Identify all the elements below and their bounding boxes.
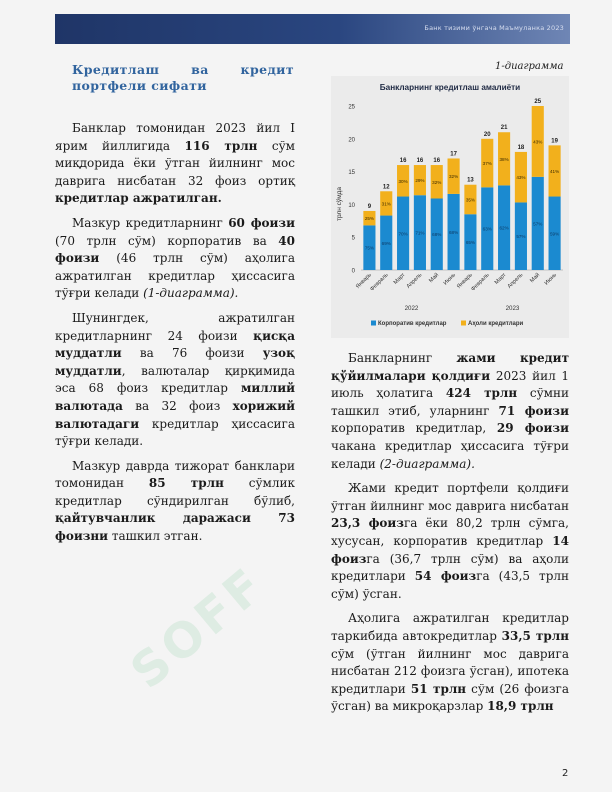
x-tick-label: Февраль [470, 272, 491, 293]
text-run: га ёки 80,2 трлн сўмга, хусусан, корпоратив кредитлар [331, 516, 569, 548]
data-label-household: 43% [516, 175, 526, 181]
chart-title: Банкларнинг кредитлаш амалиёти [379, 83, 521, 92]
x-tick-label: Июнь [543, 272, 558, 287]
y-tick-label: 25 [348, 104, 355, 111]
bold-text: 116 трлн [184, 138, 258, 153]
data-label-household: 32% [448, 174, 459, 180]
data-label-household: 38% [499, 156, 509, 162]
page-number: 2 [562, 768, 569, 779]
y-tick-label: 0 [351, 268, 355, 275]
data-label-household: 43% [533, 139, 543, 145]
total-label: 21 [500, 125, 508, 132]
text-run: сўмни ташкил этиб, уларнинг [331, 386, 569, 418]
total-label: 19 [551, 138, 558, 145]
data-label-corporate: 71% [415, 230, 425, 236]
text-run: кредитлар ҳиссасига тўғри келади. [55, 416, 295, 449]
text-run: сўмлик кредитлар сўндирилган бўлиб, [55, 476, 295, 508]
bold-text: жами кредит қўйилмалари қолдиғи [331, 351, 570, 383]
text-run: сўм (ўтган йилнинг мос даврига нисбатан 212 фоизга ўсган), ипотека кредитлари [331, 646, 569, 696]
text-run: Мазкур даврда тижорат банклари томонидан [55, 458, 295, 491]
bold-text: қайтувчанлик даражаси 73 фоизни [55, 511, 295, 544]
paragraph [55, 215, 295, 303]
paragraph [55, 310, 295, 451]
legend-label: Корпоратив кредитлар [378, 321, 447, 327]
data-label-corporate: 59% [549, 231, 560, 237]
y-tick-label: 10 [348, 202, 355, 209]
bold-text: 60 фоизи [228, 215, 295, 230]
text-run: Аҳолига ажратилган кредитлар таркибида автокредитлар [331, 611, 569, 643]
paragraph [331, 610, 569, 716]
x-tick-label: Май [428, 272, 441, 285]
data-label-corporate: 68% [448, 229, 459, 235]
data-label-household: 25% [364, 216, 375, 222]
bold-text: миллий валютада [55, 381, 295, 413]
bold-text: хорижий валютадаги [55, 398, 295, 431]
data-label-household: 30% [398, 178, 408, 184]
text-run: га (36,7 трлн сўм) ва аҳоли кредитлари [331, 551, 569, 584]
data-label-corporate: 57% [516, 234, 526, 240]
legend-label: Аҳоли кредитлари [468, 321, 524, 327]
paragraph [331, 480, 569, 603]
data-label-household: 35% [465, 197, 476, 203]
bold-text: 51 трлн [410, 681, 467, 696]
legend-swatch [371, 321, 376, 326]
bold-text: 23,3 фоиз [331, 516, 404, 531]
chart [331, 76, 569, 338]
total-label: 16 [416, 158, 424, 165]
total-label: 17 [450, 151, 457, 158]
y-tick-label: 5 [351, 235, 355, 242]
bold-text: 424 трлн [445, 386, 518, 401]
data-label-household: 41% [549, 168, 560, 174]
bold-text: 33,5 трлн [501, 628, 569, 643]
text-run: , валюталар қирқимида эса 68 фоиз кредитлар [55, 363, 295, 396]
text-run: Банклар томонидан 2023 йил I ярим йиллигида [55, 121, 295, 153]
italic-text: (1-диаграмма). [143, 286, 239, 301]
total-label: 16 [433, 158, 441, 165]
x-tick-label: Январь [355, 272, 373, 290]
y-tick-label: 20 [348, 137, 355, 144]
text-run: чакана кредитлар ҳиссасига тўғри келади [331, 438, 569, 471]
bold-text: 14 фоиз [331, 533, 569, 566]
x-tick-label: Январь [456, 272, 474, 290]
paragraph [331, 350, 569, 473]
x-tick-label: Апрель [405, 272, 424, 290]
text-run: ташкил этган. [108, 529, 203, 544]
total-label: 18 [517, 144, 525, 151]
text-run: Банкларнинг [348, 351, 457, 365]
text-run: ва 76 фоизи [121, 346, 263, 361]
x-tick-label: Март [493, 272, 508, 286]
data-label-corporate: 68% [432, 232, 442, 238]
bold-text: 54 фоиз [414, 569, 477, 584]
bold-text: узоқ муддатли [55, 346, 295, 378]
total-label: 16 [399, 158, 407, 165]
data-label-corporate: 70% [398, 231, 408, 237]
text-run: сўм (26 фоизга ўсган) ва микроқарзлар [331, 681, 569, 714]
x-tick-label: Март [392, 272, 407, 286]
legend-swatch [461, 321, 466, 326]
text-run: (46 трлн сўм) аҳолига ажратилган кредитлар ҳиссасига тўғри келади [55, 251, 295, 301]
year-group-label: 2023 [505, 305, 520, 312]
right-column [331, 350, 569, 723]
text-run: (70 трлн сўм) корпоратив ва [55, 233, 279, 248]
text-run: Мазкур кредитларнинг [72, 215, 229, 230]
data-label-corporate: 65% [465, 240, 476, 246]
text-run: 2023 йил 1 июль ҳолатига [331, 368, 569, 401]
paragraph [55, 120, 295, 208]
total-label: 25 [534, 99, 542, 105]
year-group-label: 2022 [404, 305, 419, 312]
x-tick-label: Февраль [369, 272, 390, 293]
data-label-corporate: 69% [381, 240, 391, 246]
data-label-household: 29% [415, 178, 425, 184]
text-run: Шунингдек, ажратилган кредитларнинг 24 фоизи [55, 310, 295, 343]
section-title: Кредитлаш ва кредит портфели сифати [72, 62, 294, 93]
y-tick-label: 15 [348, 170, 355, 177]
text-run: га (43,5 трлн сўм) ўсган. [331, 569, 569, 601]
text-run: ва 32 фоиз [122, 398, 233, 413]
bold-text: 71 фоизи [498, 403, 569, 418]
bold-text: кредитлар ажратилган. [55, 191, 222, 206]
total-label: 13 [467, 177, 474, 184]
paragraph [55, 458, 295, 546]
data-label-household: 37% [482, 161, 492, 167]
data-label-household: 32% [432, 179, 442, 185]
header-band [55, 14, 570, 44]
watermark-logo: SOFF [120, 556, 277, 700]
data-label-corporate: 57% [533, 221, 543, 227]
x-tick-label: Май [529, 272, 542, 285]
total-label: 20 [483, 131, 491, 138]
total-label: 9 [367, 203, 372, 210]
bold-text: 29 фоизи [496, 421, 569, 436]
bold-text: 40 фоизи [55, 233, 295, 266]
italic-text: (2-диаграмма). [379, 456, 475, 471]
chart-svg [331, 76, 569, 338]
data-label-corporate: 63% [482, 226, 492, 232]
data-label-household: 31% [381, 201, 391, 207]
bold-text: 18,9 трлн [487, 699, 554, 714]
data-label-corporate: 62% [499, 225, 509, 231]
text-run: Жами кредит портфели қолдиғи ўтган йилнинг мос даврига нисбатан [331, 481, 569, 513]
y-axis-label: трлн сўмда [336, 187, 343, 221]
bold-text: 85 трлн [148, 476, 224, 491]
diagram-label: 1-диаграмма [495, 61, 564, 72]
header-text: Банк тизими ўнгача Маъмуланка 2023 [424, 24, 564, 32]
data-label-corporate: 75% [364, 245, 375, 251]
x-tick-label: Апрель [506, 272, 525, 290]
total-label: 12 [382, 184, 390, 191]
bold-text: қисқа муддатли [55, 328, 295, 361]
left-column [55, 120, 295, 553]
text-run: корпоратив кредитлар, [331, 421, 497, 436]
x-tick-label: Июнь [442, 272, 457, 287]
text-run: сўм миқдорида ёки ўтган йилнинг мос даврига нисбатан 32 фоиз ортиқ [55, 138, 296, 188]
